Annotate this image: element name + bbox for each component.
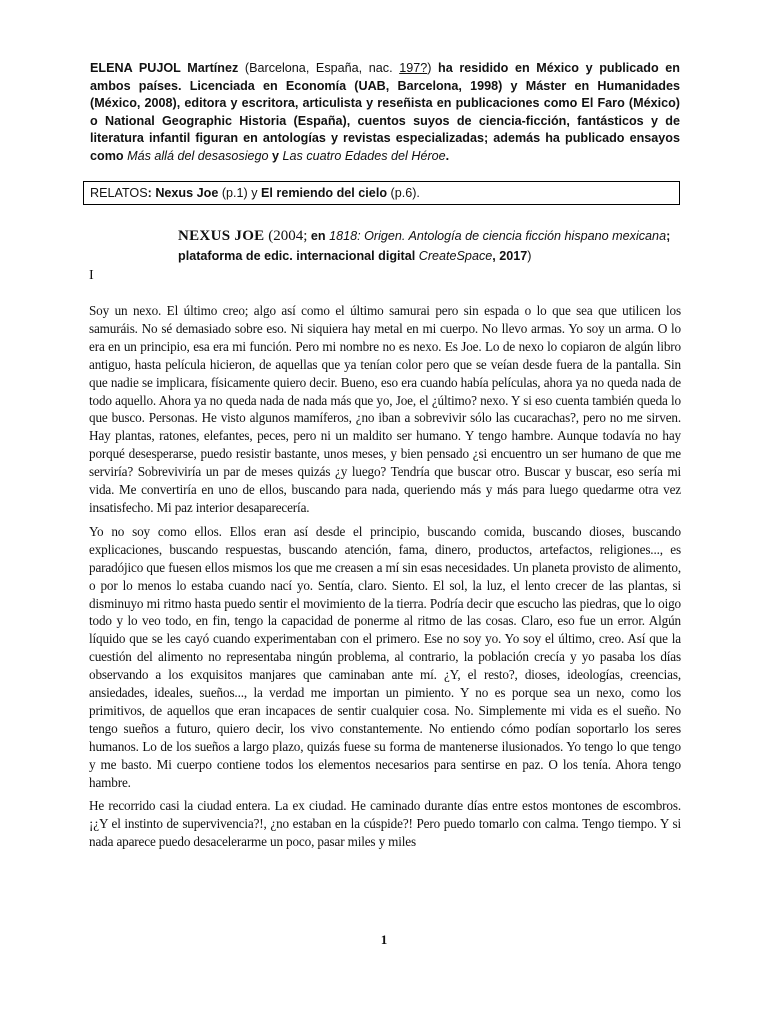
paragraph: Yo no soy como ellos. Ellos eran así desde el principio, buscando comida, buscando dioses, buscando explicaciones, buscando respuestas, buscando atención, fama, dinero, productos, artefactos, religiones..., es paradójico que fuesen ellos mismos los que me creasen a mí sin esas necesidades. Un planeta provisto de alimento, o por lo menos lo estaba cuando nací yo. Sentía, claro. Siento. El sol, la luz, el lento crecer de las plantas, si disminuyo mi ritmo hasta puedo sentir el movimiento de la tierra. Podría decir que escucho las piedras, que lo oigo todo y lo veo todo, en fin, tengo la capacidad de ponerme al ritmo de las cosas. Claro, eso fue un error. Algún líquido que se les cayó cuando experimentaban con el primero. Ese no soy yo. Yo soy el último, creo. Así que la cuestión del alimento no representaba ningún problema, al contrario, la población crecía y yo pasaba los días observando a los exquisitos manjares que caminaban ante mí. ¿Y, el resto?, dioses, ideologías, creencias, ansiedades, ideales, sueños..., la verdad me importan un pimiento. Y no es porque sea un nexo, como los primitivos, de aquellos que eran incapaces de sentir cualquier cosa. No. Simplemente mi vida es el sueño. No tengo sueños a futuro, quiero decir, los vivo constantemente. No entiendo cómo podían soportarlo los seres humanos. Lo de los sueños a largo plazo, quizás fuese su forma de mantenerse ilusionados. Yo tengo lo que tengo y me basto. Mi cuerpo contiene todos los elementos necesarios para sentirse en paz. O los tenía. Ahora tengo hambre. (89, 523, 681, 790)
relatos-page-2: (p.6). (387, 186, 420, 200)
story-title: NEXUS JOE (178, 228, 265, 244)
author-name: ELENA PUJOL Martínez (90, 61, 239, 75)
author-bio-text: ha residido en México y publicado en ambos países. Licenciada en Economía (UAB, Barcelona, 1998) y Máster en Humanidades (México, 2008), editora y escritora, articulista y reseñista en publicaciones como El Faro (México) o National Geographic Historia (España), cuentos suyos de ciencia-ficción, fantásticos y de literatura infantil figuran en antologías y revistas especializadas; además ha publicado ensayos como (90, 61, 680, 163)
author-origin-pre: (Barcelona, España, nac. (238, 61, 400, 75)
paragraph: He recorrido casi la ciudad entera. La ex ciudad. He caminado durante días entre estos montones de escombros. ¡¿Y el instinto de supervivencia?!, ¿no estaban en la cúspide?! Pero puedo tomarlo con calma. Tengo tiempo. Y si nada aparece puedo desacelerarme un poco, pasar miles y miles (89, 798, 681, 850)
author-bio (90, 60, 680, 166)
story-anthology: 1818: Origen. Antología de ciencia ficción hispano mexicana (329, 229, 667, 243)
bio-and: y (268, 148, 283, 163)
relatos-colon: : (147, 186, 156, 200)
relatos-label: RELATOS (90, 186, 148, 200)
relatos-page-1: (p.1) y (218, 186, 262, 200)
story-en: en (307, 229, 330, 243)
relatos-story-1: Nexus Joe (155, 186, 219, 200)
section-number: I (89, 268, 94, 283)
relatos-box (83, 181, 680, 205)
relatos-story-2: El remiendo del cielo (261, 186, 388, 200)
story-year: (2004; (264, 228, 308, 244)
author-origin-post: ) (427, 61, 432, 75)
story-createspace: CreateSpace (418, 249, 493, 263)
story-close: ) (527, 249, 532, 263)
story-body (89, 302, 681, 857)
bio-end: . (445, 148, 450, 163)
page-number: 1 (380, 932, 388, 947)
author-birth-year: 197? (399, 61, 428, 75)
story-heading (178, 226, 683, 266)
story-platform: plataforma de edic. internacional digital (178, 249, 419, 263)
paragraph: Soy un nexo. El último creo; algo así como el último samurai pero sin espada o lo que sea que utilicen los samuráis. No sé demasiado sobre eso. Ni siquiera hay metal en mi cuerpo. No llevo armas. Yo soy un arma. O lo era en un principio, esa era mi función. Pero mi nombre no es nexo. Es Joe. Lo de nexo lo copiaron de algún libro antiguo, hasta película hicieron, de aquellas que ya tenían color pero que se veían desde fuera de la pantalla. Sin que nadie se implicara, físicamente quiero decir. Bueno, eso era cuando había películas, ahora ya no queda nada de todo aquello. Ahora ya no queda nada de nada más que yo, Joe, el ¿último? nexo. Y si eso cuenta también queda lo que busco. Personas. He visto algunos mamíferos, ¿no iban a sobrevivir sólo las cucarachas?, pero no me sirven. Hay plantas, ratones, elefantes, peces, pero ni un maldito ser humano. Y tengo hambre. Aunque todavía no hay porqué desesperarse, puedo resistir bastante, unos meses, y bien pensado ¿si encuentro un ser humano de que me serviría? Sobreviviría un par de meses quizás ¿y luego? Tendría que buscar otro. Buscar y buscar, eso sería mi vida. Me convertiría en uno de ellos, buscando para nada, queriendo más y más para luego quedarme otra vez insatisfecho. Mi paz interior desaparecería. (89, 303, 681, 515)
book-title-2: Las cuatro Edades del Héroe (282, 148, 446, 163)
story-semicolon: ; (666, 229, 671, 243)
story-year-2: , 2017 (492, 249, 528, 263)
book-title-1: Más allá del desasosiego (127, 148, 269, 163)
